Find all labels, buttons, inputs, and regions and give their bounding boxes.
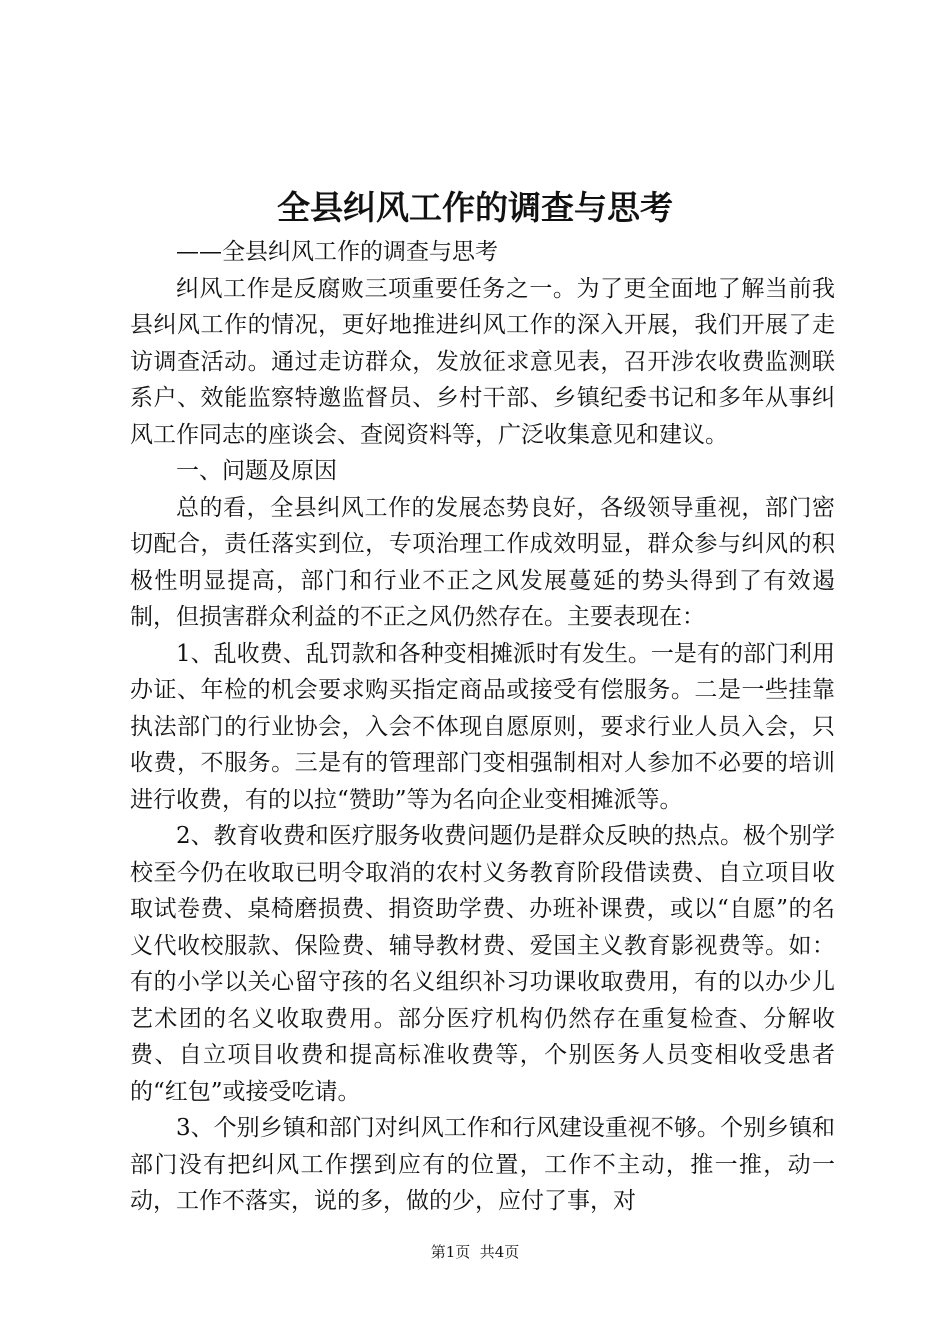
problem-paragraph-2: 2、教育收费和医疗服务收费问题仍是群众反映的热点。极个别学校至今仍在收取已明令取消的农村义务教育阶段借读费、自立项目收取试卷费、桌椅磨损费、捐资助学费、办班补课费，或以“自愿”的名义代收校服款、保险费、辅导教材费、爱国主义教育影视费等。如：有的小学以关心留守孩的名义组织补习功课收取费用，有的以办少儿艺术团的名义收取费用。部分医疗机构仍然存在重复检查、分解收费、自立项目收费和提高标准收费等，个别医务人员变相收受患者的“红包”或接受吃请。	[130, 823, 835, 1105]
page-number-label: 第1页 共4页	[430, 1243, 520, 1261]
document-body	[130, 234, 835, 1220]
document-title: 全县纠风工作的调查与思考	[277, 188, 673, 227]
page-footer	[0, 1242, 950, 1262]
subtitle-paragraph: ——全县纠风工作的调查与思考	[176, 239, 498, 265]
section-heading: 一、问题及原因	[176, 458, 337, 484]
overview-paragraph: 总的看，全县纠风工作的发展态势良好，各级领导重视，部门密切配合，责任落实到位，专项治理工作成效明显，群众参与纠风的积极性明显提高，部门和行业不正之风发展蔓延的势头得到了有效遏制，但损害群众利益的不正之风仍然存在。主要表现在：	[130, 494, 835, 630]
intro-paragraph: 纠风工作是反腐败三项重要任务之一。为了更全面地了解当前我县纠风工作的情况，更好地推进纠风工作的深入开展，我们开展了走访调查活动。通过走访群众，发放征求意见表，召开涉农收费监测联系户、效能监察特邀监督员、乡村干部、乡镇纪委书记和多年从事纠风工作同志的座谈会、查阅资料等，广泛收集意见和建议。	[130, 275, 835, 448]
problem-paragraph-3: 3、个别乡镇和部门对纠风工作和行风建设重视不够。个别乡镇和部门没有把纠风工作摆到应有的位置，工作不主动，推一推，动一动，工作不落实，说的多，做的少，应付了事，对	[130, 1115, 835, 1214]
problem-paragraph-1: 1、乱收费、乱罚款和各种变相摊派时有发生。一是有的部门利用办证、年检的机会要求购买指定商品或接受有偿服务。二是一些挂靠执法部门的行业协会，入会不体现自愿原则，要求行业人员入会，只收费，不服务。三是有的管理部门变相强制相对人参加不必要的培训进行收费，有的以拉“赞助”等为名向企业变相摊派等。	[130, 640, 835, 813]
